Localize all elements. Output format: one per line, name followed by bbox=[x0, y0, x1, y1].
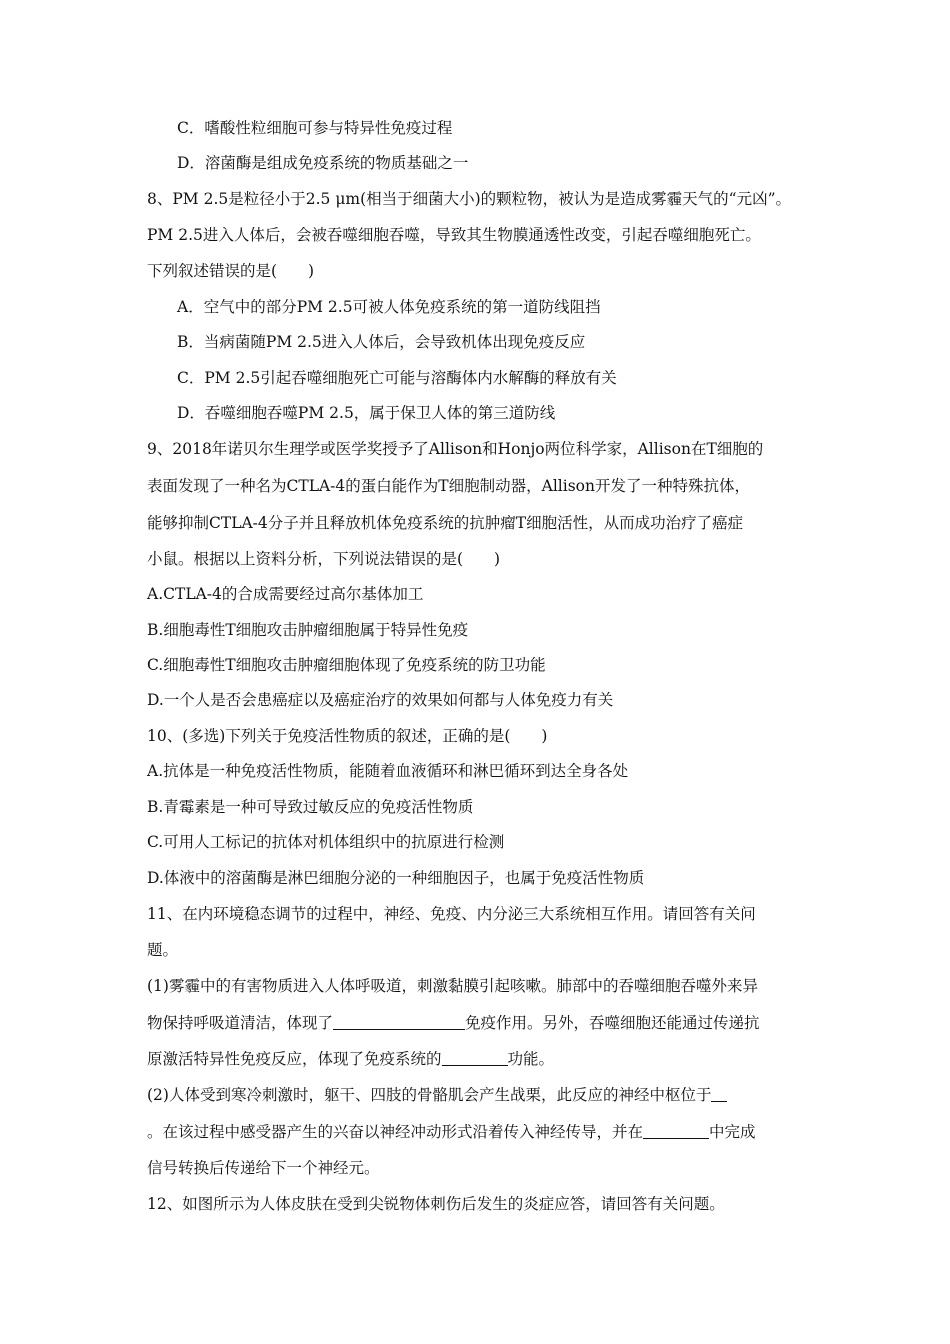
q11-stem-line-1: 11、在内环境稳态调节的过程中，神经、免疫、内分泌三大系统相互作用。请回答有关问 bbox=[147, 905, 756, 923]
q10-stem: 10、(多选)下列关于免疫活性物质的叙述，正确的是( ) bbox=[147, 727, 548, 745]
q7-option-c: C．嗜酸性粒细胞可参与特异性免疫过程 bbox=[177, 119, 453, 137]
q9-stem-line-4: 小鼠。根据以上资料分析，下列说法错误的是( ) bbox=[147, 550, 501, 568]
q10-option-c: C.可用人工标记的抗体对机体组织中的抗原进行检测 bbox=[147, 833, 505, 851]
q9-stem-line-1: 9、2018年诺贝尔生理学或医学奖授予了Allison和Honjo两位科学家，Allison在T细胞的 bbox=[147, 440, 764, 458]
q8-stem-line-2: PM 2.5进入人体后，会被吞噬细胞吞噬，导致其生物膜通透性改变，引起吞噬细胞死亡。 bbox=[147, 226, 761, 244]
q8-option-c: C．PM 2.5引起吞噬细胞死亡可能与溶酶体内水解酶的释放有关 bbox=[177, 369, 617, 387]
q11-part1-text-a: 物保持呼吸道清洁，体现了 bbox=[147, 1014, 334, 1032]
q10-option-d: D.体液中的溶菌酶是淋巴细胞分泌的一种细胞因子，也属于免疫活性物质 bbox=[147, 869, 645, 887]
q11-stem-line-2: 题。 bbox=[147, 941, 179, 959]
q11-part2-text-a: (2)人体受到寒冷刺激时，躯干、四肢的骨骼肌会产生战栗，此反应的神经中枢位于 bbox=[147, 1086, 712, 1104]
answer-blank-3[interactable] bbox=[711, 1086, 727, 1102]
q11-part1-line-1: (1)雾霾中的有害物质进入人体呼吸道，刺激黏膜引起咳嗽。肺部中的吞噬细胞吞噬外来异 bbox=[147, 977, 758, 995]
q9-option-b: B.细胞毒性T细胞攻击肿瘤细胞属于特异性免疫 bbox=[147, 621, 469, 639]
q11-part2-text-b: 。在该过程中感受器产生的兴奋以神经冲动形式沿着传入神经传导，并在 bbox=[147, 1123, 644, 1141]
q8-option-d: D．吞噬细胞吞噬PM 2.5，属于保卫人体的第三道防线 bbox=[177, 404, 556, 422]
q9-stem-line-3: 能够抑制CTLA-4分子并且释放机体免疫系统的抗肿瘤T细胞活性，从而成功治疗了癌症 bbox=[147, 514, 744, 532]
answer-blank-4[interactable] bbox=[643, 1123, 709, 1139]
q11-part1-text-b: 免疫作用。另外，吞噬细胞还能通过传递抗 bbox=[465, 1014, 760, 1032]
answer-blank-2[interactable] bbox=[442, 1050, 508, 1066]
q8-option-b: B．当病菌随PM 2.5进入人体后，会导致机体出现免疫反应 bbox=[177, 333, 586, 351]
q8-stem-line-3: 下列叙述错误的是( ) bbox=[147, 262, 315, 280]
q11-part2-text-c: 中完成 bbox=[709, 1123, 756, 1141]
q12-stem: 12、如图所示为人体皮肤在受到尖锐物体刺伤后发生的炎症应答，请回答有关问题。 bbox=[147, 1195, 725, 1213]
q9-option-d: D.一个人是否会患癌症以及癌症治疗的效果如何都与人体免疫力有关 bbox=[147, 691, 614, 709]
q10-option-b: B.青霉素是一种可导致过敏反应的免疫活性物质 bbox=[147, 798, 474, 816]
q11-part2-line-2 bbox=[147, 1122, 756, 1142]
q11-part1-text-d: 功能。 bbox=[507, 1050, 555, 1068]
q11-part2-line-3: 信号转换后传递给下一个神经元。 bbox=[147, 1159, 380, 1177]
q8-stem-line-1: 8、PM 2.5是粒径小于2.5 μm(相当于细菌大小)的颗粒物，被认为是造成雾霾天气的“元凶”。 bbox=[147, 190, 792, 208]
q11-part1-line-3 bbox=[147, 1049, 554, 1069]
q10-option-a: A.抗体是一种免疫活性物质，能随着血液循环和淋巴循环到达全身各处 bbox=[147, 762, 629, 780]
q9-stem-line-2: 表面发现了一种名为CTLA-4的蛋白能作为T细胞制动器，Allison开发了一种特殊抗体， bbox=[147, 477, 750, 495]
q8-option-a: A．空气中的部分PM 2.5可被人体免疫系统的第一道防线阻挡 bbox=[177, 298, 601, 316]
q9-option-c: C.细胞毒性T细胞攻击肿瘤细胞体现了免疫系统的防卫功能 bbox=[147, 656, 546, 674]
q7-option-d: D．溶菌酶是组成免疫系统的物质基础之一 bbox=[177, 154, 469, 172]
q11-part1-text-c: 原激活特异性免疫反应，体现了免疫系统的 bbox=[147, 1050, 442, 1068]
q11-part1-line-2 bbox=[147, 1013, 760, 1033]
q11-part2-line-1 bbox=[147, 1085, 727, 1105]
q9-option-a: A.CTLA-4的合成需要经过高尔基体加工 bbox=[147, 585, 424, 603]
answer-blank-1[interactable] bbox=[333, 1014, 465, 1030]
